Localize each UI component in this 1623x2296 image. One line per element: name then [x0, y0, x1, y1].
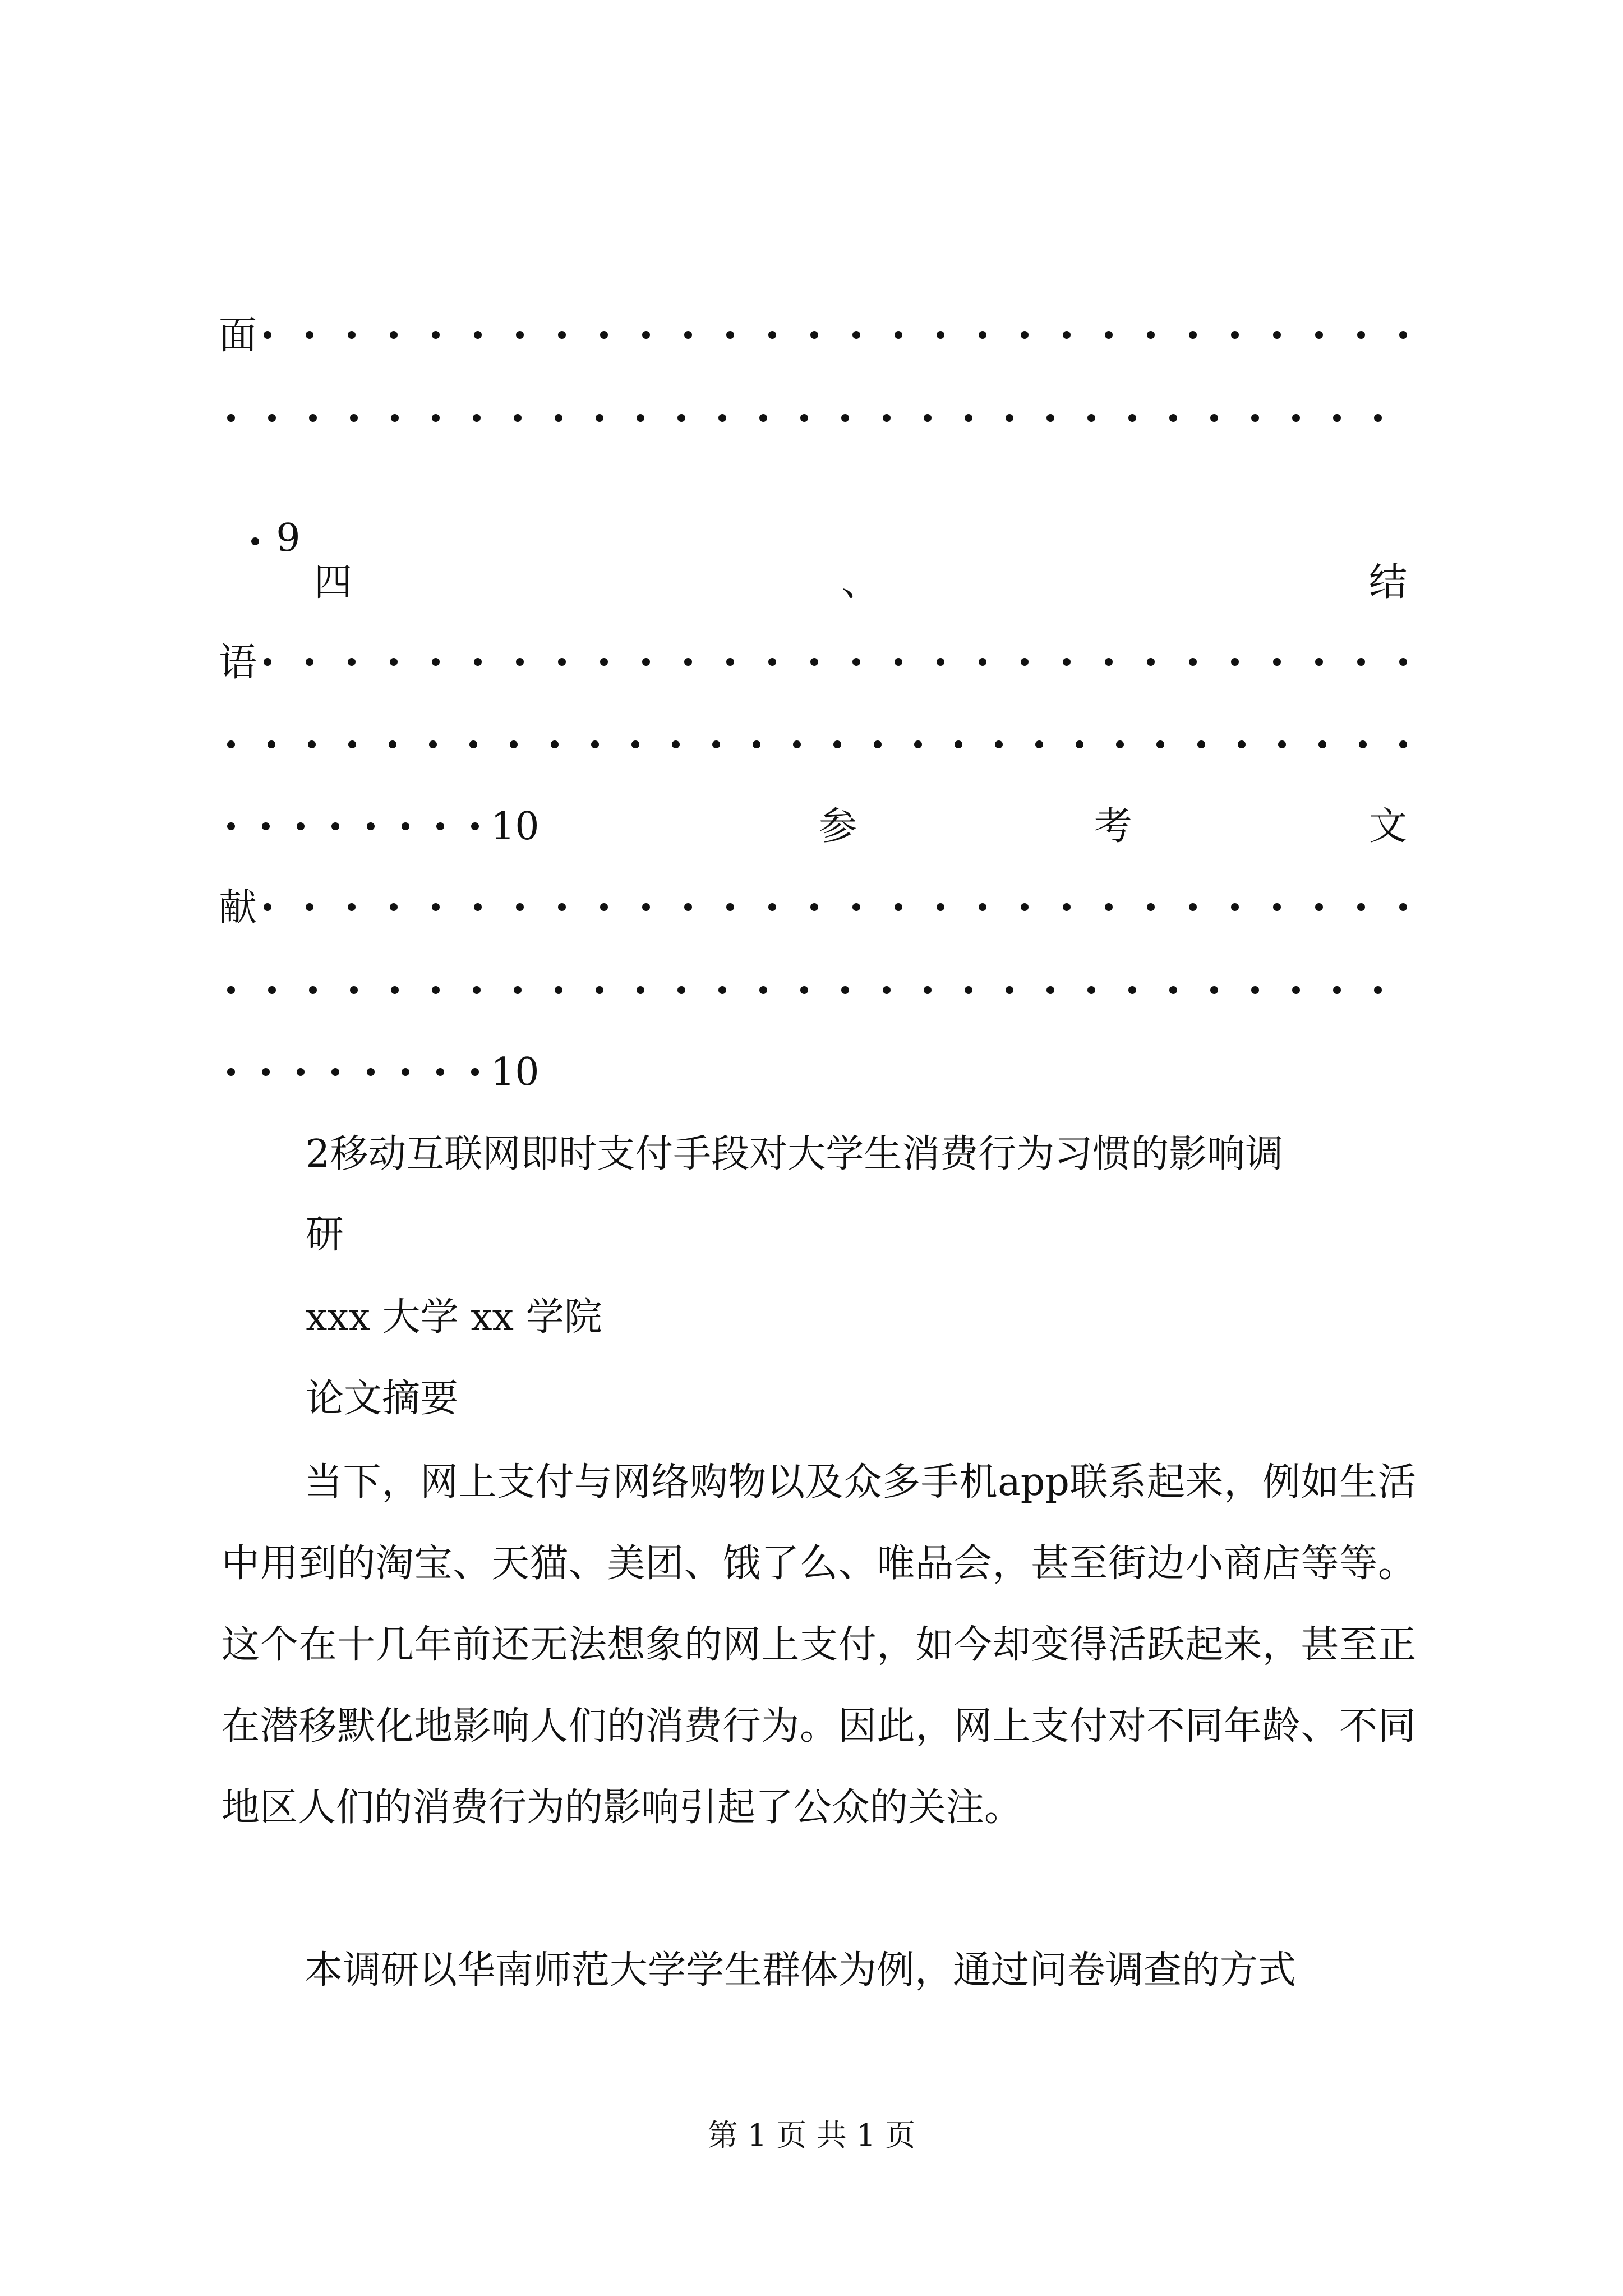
toc-dot — [1231, 331, 1239, 339]
toc-dot — [642, 331, 650, 339]
toc-dot — [1021, 658, 1029, 666]
toc-dot — [1318, 740, 1326, 748]
toc-dot — [883, 414, 891, 422]
toc-dot — [268, 740, 275, 748]
toc-dot — [1251, 414, 1259, 422]
toc-dot — [331, 1068, 339, 1076]
toc-dot — [367, 822, 375, 830]
toc-dot — [800, 986, 808, 994]
toc-dot — [432, 414, 440, 422]
toc-dot — [1169, 414, 1177, 422]
toc-dot — [391, 414, 399, 422]
toc-dot — [1333, 414, 1341, 422]
toc-dot — [514, 414, 522, 422]
toc-dot — [1231, 903, 1239, 911]
toc-dot — [264, 331, 271, 339]
toc-dot — [979, 331, 986, 339]
toc-dot — [1063, 331, 1071, 339]
toc-dot — [995, 740, 1003, 748]
toc-dot — [264, 658, 271, 666]
toc-heading-char: 文 — [1368, 804, 1407, 849]
toc-dot — [1021, 903, 1029, 911]
toc-dot — [1278, 740, 1286, 748]
toc-dot — [1210, 414, 1218, 422]
toc-dot — [350, 414, 358, 422]
toc-dot-leader — [264, 658, 1407, 666]
toc-dot — [432, 903, 440, 911]
toc-dot — [1189, 658, 1197, 666]
toc-dot — [1006, 414, 1013, 422]
toc-dot — [810, 903, 818, 911]
toc-dot — [474, 658, 482, 666]
toc-dot — [596, 414, 603, 422]
toc-dot — [306, 331, 313, 339]
toc-dot — [718, 414, 726, 422]
toc-dot — [555, 986, 562, 994]
toc-dot — [631, 740, 639, 748]
toc-dot — [726, 658, 734, 666]
toc-dot — [596, 986, 603, 994]
toc-dot — [558, 903, 566, 911]
toc-dot — [914, 740, 922, 748]
toc-page-number: 10 — [491, 1050, 540, 1094]
toc-dot — [1105, 658, 1113, 666]
toc-dot — [402, 1068, 409, 1076]
toc-dot — [436, 1068, 444, 1076]
toc-dot — [1116, 740, 1124, 748]
toc-dot — [637, 414, 644, 422]
toc-heading-char: 参 — [819, 804, 857, 849]
toc-dot — [348, 740, 356, 748]
toc-dot-leader — [227, 740, 1407, 748]
toc-dot-leader — [264, 903, 1407, 911]
toc-dot — [514, 986, 522, 994]
toc-dot-leader — [227, 986, 1382, 994]
document-title-continued: 研 — [306, 1213, 344, 1257]
toc-dot — [389, 740, 396, 748]
toc-dot — [759, 986, 767, 994]
toc-dot — [895, 903, 902, 911]
toc-dot — [227, 414, 235, 422]
toc-dot — [390, 658, 398, 666]
toc-heading-char: 、 — [841, 560, 880, 605]
toc-dot — [297, 1068, 305, 1076]
toc-dot — [600, 331, 608, 339]
toc-dot — [1189, 903, 1197, 911]
toc-dot — [1021, 331, 1029, 339]
toc-dot — [1128, 986, 1136, 994]
toc-dot — [306, 903, 313, 911]
toc-dot — [1046, 986, 1054, 994]
toc-dot — [1105, 903, 1113, 911]
toc-dot — [1251, 986, 1259, 994]
toc-dot — [251, 537, 259, 545]
toc-dot — [471, 822, 479, 830]
toc-section4-heading — [314, 560, 1407, 605]
toc-dot — [1292, 414, 1300, 422]
toc-dot — [516, 903, 524, 911]
toc-dot — [432, 658, 440, 666]
toc-dot — [350, 986, 358, 994]
toc-dot — [268, 414, 276, 422]
toc-dot — [264, 903, 271, 911]
page-footer: 第 1 页 共 1 页 — [707, 2118, 916, 2153]
toc-dot — [642, 658, 650, 666]
toc-dot — [768, 903, 776, 911]
toc-dot — [555, 414, 562, 422]
toc-dot — [551, 740, 559, 748]
toc-dot-leader — [264, 331, 1407, 339]
toc-dot — [852, 903, 860, 911]
toc-dot — [979, 903, 986, 911]
toc-dot — [810, 331, 818, 339]
toc-dot — [677, 414, 685, 422]
toc-dot — [1357, 903, 1365, 911]
toc-dot — [1063, 658, 1071, 666]
toc-dot — [955, 740, 962, 748]
toc-dot — [937, 903, 944, 911]
toc-dot — [474, 331, 482, 339]
toc-dot — [436, 822, 444, 830]
toc-heading-char: 结 — [1368, 560, 1407, 605]
toc-dot — [1273, 658, 1281, 666]
toc-dot — [1273, 903, 1281, 911]
toc-dot — [1128, 414, 1136, 422]
toc-dot — [1357, 331, 1365, 339]
toc-dot — [1189, 331, 1197, 339]
toc-dot — [852, 331, 860, 339]
toc-dot — [1292, 986, 1300, 994]
toc-dot — [390, 331, 398, 339]
toc-dot-leader — [227, 1068, 479, 1076]
toc-dot — [1105, 331, 1113, 339]
toc-dot — [474, 903, 482, 911]
toc-dot — [510, 740, 518, 748]
toc-dot — [677, 986, 685, 994]
toc-dot — [672, 740, 680, 748]
toc-dot — [965, 986, 972, 994]
toc-dot — [979, 658, 986, 666]
toc-dot — [1238, 740, 1246, 748]
toc-dot — [637, 986, 644, 994]
toc-dot — [684, 331, 692, 339]
toc-dot — [348, 331, 356, 339]
toc-dot — [432, 331, 440, 339]
toc-dot — [1399, 658, 1407, 666]
toc-dot — [262, 822, 270, 830]
toc-dot — [516, 658, 524, 666]
toc-dot — [308, 740, 316, 748]
toc-dot — [833, 740, 841, 748]
toc-dot — [874, 740, 882, 748]
toc-dot — [1169, 986, 1177, 994]
toc-dot — [1273, 331, 1281, 339]
toc-dot — [1374, 986, 1382, 994]
toc-dot — [469, 740, 477, 748]
toc-dot-leader — [227, 822, 479, 830]
toc-dot — [1315, 331, 1323, 339]
toc-dot — [297, 822, 305, 830]
toc-dot — [684, 903, 692, 911]
toc-dot — [1035, 740, 1043, 748]
toc-dot — [1399, 331, 1407, 339]
toc-dot — [1399, 903, 1407, 911]
toc-dot — [1315, 903, 1323, 911]
toc-dot — [1147, 658, 1155, 666]
toc-dot — [331, 822, 339, 830]
toc-dot — [684, 658, 692, 666]
toc-dot — [883, 986, 891, 994]
toc-heading-char: 四 — [314, 560, 353, 605]
toc-dot — [1333, 986, 1341, 994]
toc-dot — [924, 414, 932, 422]
toc-dot — [895, 331, 902, 339]
toc-page-number-row — [227, 481, 301, 558]
toc-dot — [1399, 740, 1407, 748]
toc-dot — [591, 740, 599, 748]
toc-dot — [810, 658, 818, 666]
toc-dot — [600, 903, 608, 911]
toc-heading-char: 考 — [1094, 804, 1132, 849]
toc-dot — [516, 331, 524, 339]
document-title: 2移动互联网即时支付手段对大学生消费行为习惯的影响调 — [306, 1132, 1284, 1176]
toc-dot — [309, 414, 317, 422]
toc-dot — [1357, 658, 1365, 666]
affiliation: xxx 大学 xx 学院 — [306, 1295, 602, 1340]
toc-dot — [712, 740, 720, 748]
toc-dot — [852, 658, 860, 666]
toc-dot — [800, 414, 808, 422]
toc-dot — [1359, 740, 1367, 748]
toc-page-number: 9 — [276, 516, 301, 560]
toc-dot — [391, 986, 399, 994]
toc-dot — [937, 658, 944, 666]
abstract-paragraph: 当下，网上支付与网络购物以及众多手机app联系起来，例如生活中用到的淘宝、天猫、美团、饿了么、唯品会，甚至街边小商店等等。这个在十几年前还无法想象的网上支付，如今却变得活跃起来，甚至正在潜移默化地影响人们的消费行为。因此，网上支付对不同年龄、不同地区人们的消费行为的影响引起了公众的关注。 — [222, 1460, 1416, 1830]
toc-dot — [268, 986, 276, 994]
toc-dot — [895, 658, 902, 666]
toc-dot — [227, 1068, 235, 1076]
toc-dot — [1076, 740, 1083, 748]
toc-dot — [753, 740, 760, 748]
toc-dot — [1374, 414, 1382, 422]
toc-dot — [309, 986, 317, 994]
toc-dot — [1315, 658, 1323, 666]
toc-dot — [759, 414, 767, 422]
toc-dot — [793, 740, 801, 748]
toc-dot — [306, 658, 313, 666]
toc-dot — [473, 414, 481, 422]
toc-references-heading — [819, 804, 1407, 849]
toc-line-char: 语 — [219, 641, 257, 685]
toc-dot — [1147, 331, 1155, 339]
toc-dot — [432, 986, 440, 994]
toc-dot — [726, 903, 734, 911]
abstract-heading: 论文摘要 — [306, 1377, 459, 1421]
abstract-paragraph: 本调研以华南师范大学学生群体为例，通过问卷调查的方式 — [305, 1948, 1297, 1993]
toc-dot — [1156, 740, 1164, 748]
toc-dot — [1046, 414, 1054, 422]
toc-dot — [558, 658, 566, 666]
toc-dot — [965, 414, 972, 422]
toc-dot — [718, 986, 726, 994]
toc-dot — [1210, 986, 1218, 994]
toc-dot — [726, 331, 734, 339]
toc-dot — [768, 658, 776, 666]
toc-dot — [600, 658, 608, 666]
toc-dot — [924, 986, 932, 994]
toc-dot-leader — [227, 414, 1382, 422]
toc-dot — [473, 986, 481, 994]
toc-dot — [768, 331, 776, 339]
toc-dot — [1231, 658, 1239, 666]
toc-dot — [937, 331, 944, 339]
toc-dot — [1087, 414, 1095, 422]
toc-dot — [429, 740, 437, 748]
toc-dot — [841, 986, 849, 994]
toc-dot — [1063, 903, 1071, 911]
toc-line-char: 献 — [219, 886, 257, 930]
toc-dot — [367, 1068, 375, 1076]
toc-dot — [227, 740, 235, 748]
toc-dot — [1147, 903, 1155, 911]
toc-dot — [227, 822, 235, 830]
toc-dot — [841, 414, 849, 422]
toc-dot — [1087, 986, 1095, 994]
toc-dot — [558, 331, 566, 339]
toc-dot — [348, 903, 356, 911]
toc-line-char: 面 — [219, 314, 257, 358]
toc-dot — [348, 658, 356, 666]
toc-dot — [1197, 740, 1205, 748]
toc-dot — [262, 1068, 270, 1076]
toc-dot — [390, 903, 398, 911]
toc-dot — [1006, 986, 1013, 994]
toc-dot — [402, 822, 409, 830]
toc-page-number: 10 — [491, 804, 540, 849]
toc-dot — [227, 986, 235, 994]
toc-dot — [471, 1068, 479, 1076]
toc-dot — [642, 903, 650, 911]
